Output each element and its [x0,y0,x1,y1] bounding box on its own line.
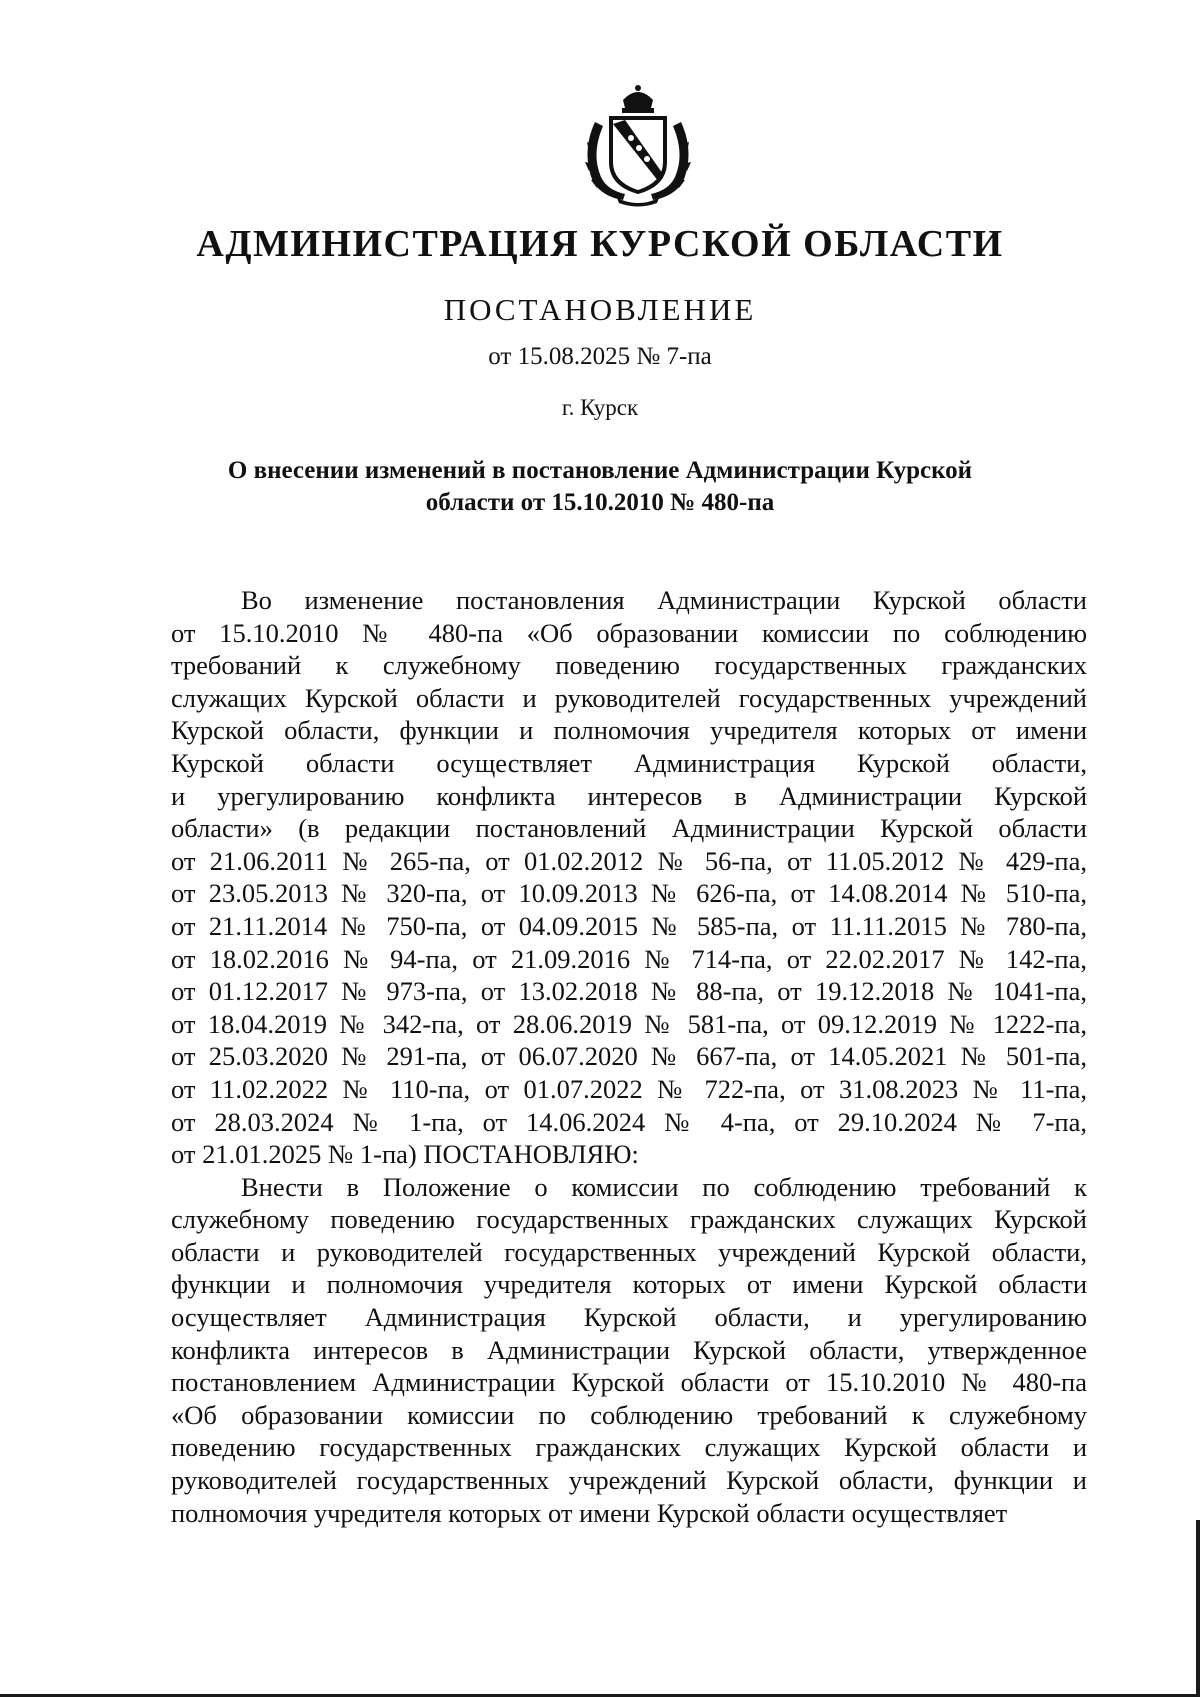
text-line: служебному поведению государственных гражданских служащих Курской [171,1204,1087,1235]
text-line: и урегулированию конфликта интересов в Администрации Курской [171,780,1087,811]
document-title-line: области от 15.10.2010 № 480-па [425,489,775,516]
document-title [200,455,1000,519]
text-line: от 15.10.2010 № 480-па «Об образовании комиссии по соблюдению [171,617,1087,648]
organization-name: АДМИНИСТРАЦИЯ КУРСКОЙ ОБЛАСТИ [196,223,1004,265]
text-line: Внести в Положение о комиссии по соблюдению требований к [241,1171,1087,1202]
text-line: Курской области, функции и полномочия учредителя которых от имени [171,715,1087,746]
text-line: от 28.03.2024 № 1-па, от 14.06.2024 № 4-па, от 29.10.2024 № 7-па, [171,1106,1087,1137]
text-line: области и руководителей государственных учреждений Курской области, [171,1236,1087,1267]
text-line: руководителей государственных учреждений Курской области, функции и [171,1465,1087,1496]
text-line: требований к служебному поведению государственных гражданских [171,650,1087,681]
text-line: от 18.04.2019 № 342-па, от 28.06.2019 № 581-па, от 09.12.2019 № 1222-па, [171,1008,1087,1039]
document-type: ПОСТАНОВЛЕНИЕ [443,292,757,327]
text-line: «Об образовании комиссии по соблюдению требований к служебному [171,1399,1087,1430]
text-line: от 18.02.2016 № 94-па, от 21.09.2016 № 714-па, от 22.02.2017 № 142-па, [171,943,1087,974]
text-line: постановлением Администрации Курской области от 15.10.2010 № 480-па [171,1367,1087,1398]
text-line: функции и полномочия учредителя которых от имени Курской области [171,1269,1087,1300]
text-line: от 21.11.2014 № 750-па, от 04.09.2015 № 585-па, от 11.11.2015 № 780-па, [171,910,1087,941]
scan-edge-right [1196,1520,1200,1697]
text-line: от 01.12.2017 № 973-па, от 13.02.2018 № 88-па, от 19.12.2018 № 1041-па, [171,976,1087,1007]
text-line: служащих Курской области и руководителей государственных учреждений [171,682,1087,713]
document-body [171,584,1087,1529]
paragraph-2 [171,1171,1087,1530]
text-line: от 21.01.2025 № 1-па) ПОСТАНОВЛЯЮ: [171,1139,639,1170]
text-line: поведению государственных гражданских служащих Курской области и [171,1432,1087,1463]
text-line: от 21.06.2011 № 265-па, от 01.02.2012 № 56-па, от 11.05.2012 № 429-па, [171,845,1087,876]
text-line: Курской области осуществляет Администрация Курской области, [171,747,1087,778]
text-line: Во изменение постановления Администрации Курской области [241,585,1087,615]
paragraph-1 [171,584,1087,1171]
text-line: области» (в редакции постановлений Администрации Курской области [171,813,1087,844]
text-line: конфликта интересов в Администрации Курской области, утвержденное [171,1334,1087,1365]
text-line: полномочия учредителя которых от имени Курской области осуществляет [171,1497,1008,1528]
document-city: г. Курск [561,395,639,420]
coat-of-arms-icon [573,82,703,208]
text-line: от 11.02.2022 № 110-па, от 01.07.2022 № 722-па, от 31.08.2023 № 11-па, [171,1073,1087,1104]
document-date-number: от 15.08.2025 № 7-па [488,343,712,370]
text-line: от 25.03.2020 № 291-па, от 06.07.2020 № 667-па, от 14.05.2021 № 501-па, [171,1041,1087,1072]
text-line: осуществляет Администрация Курской области, и урегулированию [171,1302,1087,1333]
document-title-line: О внесении изменений в постановление Администрации Курской [227,457,973,484]
text-line: от 23.05.2013 № 320-па, от 10.09.2013 № 626-па, от 14.08.2014 № 510-па, [171,878,1087,909]
